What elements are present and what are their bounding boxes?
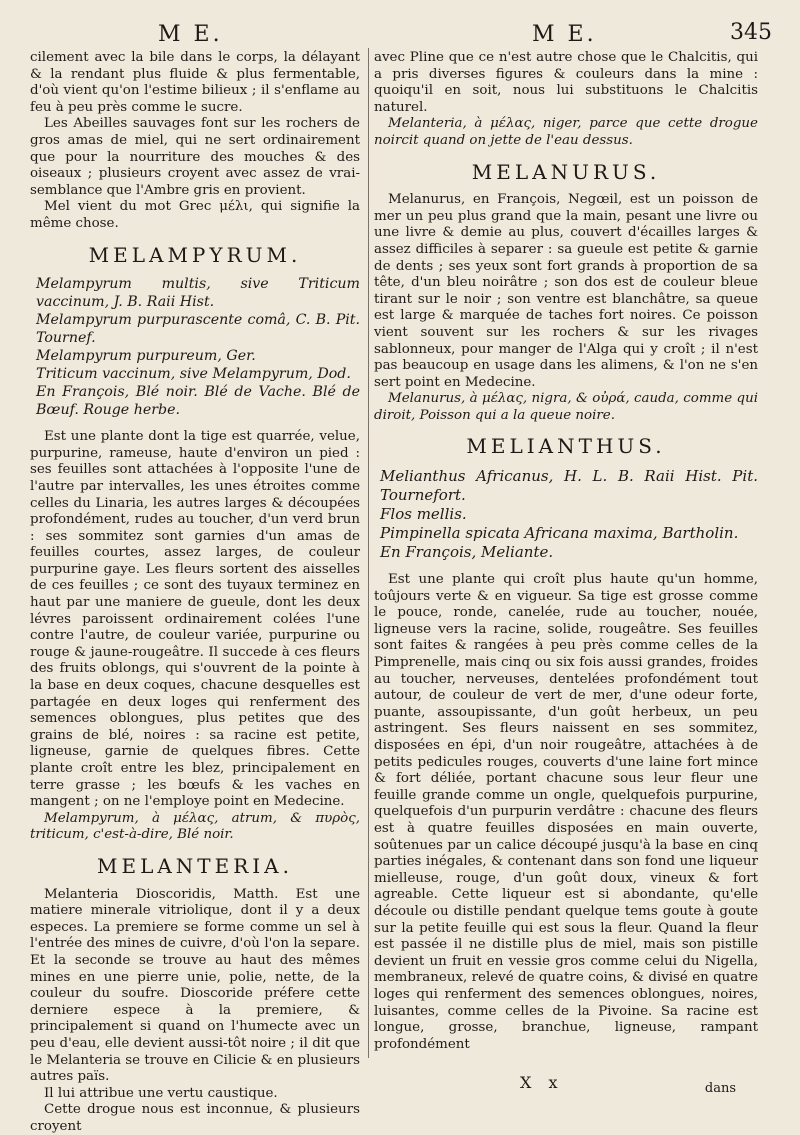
synonym-line: Melianthus Africanus, H. L. B. Raii Hist. Pit. Tournefort.	[380, 467, 758, 505]
paragraph-mel-continued: cilement avec la bile dans le corps, la délayant & la rendant plus fluide & plus fermentable, d'où vient qu'on l'estime bilieux ; il s'enflame au feu à peu près comme le sucre.	[30, 50, 360, 115]
running-head-right: M E.	[532, 22, 597, 47]
synonym-line: Pimpinella spicata Africana maxima, Bartholin.	[380, 524, 739, 543]
french-name-line: En François, Meliante.	[380, 543, 554, 562]
french-name-line: En François, Blé noir. Blé de Vache. Blé de Bœuf. Rouge herbe.	[36, 384, 360, 419]
left-column	[30, 50, 360, 1135]
heading-melampyrum: MELAMPYRUM.	[88, 242, 302, 267]
synonym-line: Melampyrum purpureum, Ger.	[36, 348, 256, 365]
page-number: 345	[730, 20, 772, 45]
paragraph-mel-etymology: Mel vient du mot Grec μέλι, qui signifie la même chose.	[30, 199, 360, 231]
paragraph-abeilles: Les Abeilles sauvages font sur les rochers de gros amas de miel, qui ne sert ordinairement que pour la nourriture des mouches & des oiseaux ; plusieurs croyent avec assez de vrai-semblance que l'Ambre gris en provient.	[30, 116, 360, 198]
paragraph-chalcitis: avec Pline que ce n'est autre chose que le Chalcitis, qui a pris diverses figures & couleurs dans la mine : quoiqu'il en soit, nous lui substituons le Chalcitis naturel.	[374, 50, 758, 115]
running-head-left: M E.	[158, 22, 223, 47]
synonym-line: Melampyrum multis, sive Triticum vaccinum, J. B. Raii Hist.	[36, 276, 360, 311]
heading-melanurus: MELANURUS.	[471, 159, 661, 184]
paragraph-melanteria-virtue: Il lui attribue une vertu caustique.	[44, 1085, 278, 1101]
paragraph-melanteria-description: Melanteria Dioscoridis, Matth. Est une matiere minerale vitriolique, dont il y a deux especes. La premiere se forme comme un sel à l'entrée des mines de cuivre, d'où l'on la separe. Et la seconde se trouve au haut des mêmes mines en une pierre unie, polie, nette, de la couleur du soufre. Dioscoride préfere cette derniere espece à la premiere, & principalement si quand on l'humecte avec un peu d'eau, elle devient aussi-tôt noire ; il dit que le Melanteria se trouve en Cilicie & en plusieurs autres païs.	[30, 886, 360, 1085]
paragraph-melanurus-etymology: Melanurus, à μέλας, nigra, & οὐρά, cauda, comme qui diroit, Poisson qui a la queue noire.	[374, 391, 758, 423]
synonym-line: Triticum vaccinum, sive Melampyrum, Dod.	[36, 366, 351, 383]
paragraph-melianthus-description: Est une plante qui croît plus haute qu'un homme, toûjours verte & en vigueur. Sa tige est grosse comme le pouce, ronde, canelée, rude au toucher, nouée, ligneuse vers la racine, solide, rougeâtre. Ses feuilles sont faites & rangées à peu près comme celles de la Pimprenelle, mais cinq ou six fois aussi grandes, froides au toucher, nerveuses, dentelées profondément tout autour, de couleur de vert de mer, d'une odeur forte, puante, assoupissante, d'un goût herbeux, un peu astringent. Ses fleurs naissent en ses sommitez, disposées en épi, d'un noir rougeâtre, attachées à de petits pedicules rouges, couverts d'une laine fort mince & fort déliée, portant chacune sous leur fleur une feuille grande comme un ongle, quelquefois purpurine, quelquefois d'un purpurin verdâtre : chacune des fleurs est à quatre feuilles disposées en main ouverte, soûtenues par un calice découpé jusqu'à la base en cinq parties inégales, & contenant dans son fond une liqueur mielleuse, rouge, d'un goût doux, vineux & fort agreable. Cette liqueur est si abondante, qu'elle découle ou distille pendant quelque tems goute à goute sur la petite feuille qui est sous la fleur. Quand la fleur est passée il ne distille plus de miel, mais son pistille devient un fruit en vessie gros comme celui du Nigella, membraneux, relevé de quatre coins, & divisé en quatre loges qui renferment des semences oblongues, noires, luisantes, comme celles de la Pivoine. Sa racine est longue, grosse, branchue, ligneuse, rampant profondément	[374, 572, 758, 1052]
catchword: dans	[704, 1081, 736, 1096]
paragraph-melanteria-etymology: Melanteria, à μέλας, niger, parce que cette drogue noircit quand on jette de l'eau dessus.	[374, 116, 758, 148]
signature-mark: X x	[520, 1073, 564, 1092]
paragraph-melanurus-description: Melanurus, en François, Negœil, est un poisson de mer un peu plus grand que la main, pesant une livre ou une livre & demie au plus, couvert d'écailles larges & assez difficiles à separer : sa gueule est petite & garnie de dents ; ses yeux sont fort grands à proportion de sa tête, d'un bleu noirâtre ; son dos est de couleur bleue tirant sur le noir ; son ventre est blanchâtre, sa queue est large & marquée de taches fort noires. Ce poisson vient souvent sur les rochers & sur les rivages sablonneux, pour manger de l'Alga qui y croît ; il n'est pas beaucoup en usage dans les alimens, & l'on ne s'en sert point en Medecine.	[374, 192, 758, 390]
synonym-line: Flos mellis.	[380, 505, 467, 524]
paragraph-melanteria-drogue: Cette drogue nous est inconnue, & plusieurs croyent	[30, 1102, 360, 1134]
heading-melianthus: MELIANTHUS.	[466, 434, 666, 459]
heading-melanteria: MELANTERIA.	[96, 853, 293, 878]
column-divider	[368, 48, 369, 1058]
paragraph-melampyrum-description: Est une plante dont la tige est quarrée, velue, purpurine, rameuse, haute d'environ un pied : ses feuilles sont attachées à l'opposite l'une de l'autre par intervalles, les unes étroites comme celles du Linaria, les autres larges & découpées profondément, rudes au toucher, d'un verd brun : ses sommitez sont garnies d'un amas de feuilles courtes, assez larges, de couleur purpurine gaye. Les fleurs sortent des aisselles de ces feuilles ; ce sont des tuyaux terminez en haut par une maniere de gueule, dont les deux lévres paroissent ordinairement colées l'une contre l'autre, de couleur variée, purpurine ou rouge & jaune-rougeâtre. Il succede à ces fleurs des fruits oblongs, qui s'ouvrent de la pointe à la base en deux coques, chacune desquelles est partagée en deux loges qui renferment des semences oblongues, plus petites que des grains de blé, noires : sa racine est petite, ligneuse, garnie de quelques fibres. Cette plante croît entre les blez, principalement en terre grasse ; les bœufs & les vaches en mangent ; on ne l'employe point en Medecine.	[30, 429, 360, 810]
right-column	[374, 50, 758, 1053]
paragraph-melampyrum-etymology: Melampyrum, à μέλας, atrum, & πυρὸς, triticum, c'est-à-dire, Blé noir.	[30, 810, 360, 843]
synonym-line: Melampyrum purpurascente comâ, C. B. Pit. Tournef.	[36, 312, 360, 347]
